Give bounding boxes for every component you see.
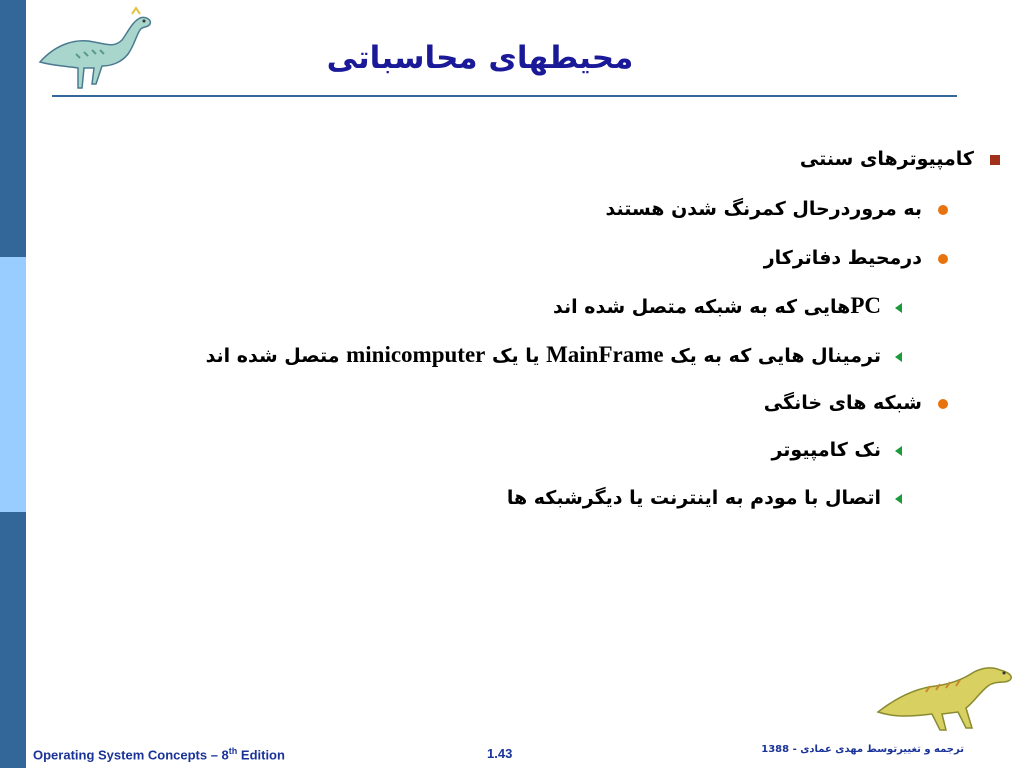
footer-edition-text: Edition — [237, 747, 285, 763]
triangle-bullet-icon — [895, 446, 902, 456]
bullet-text: به مروردرحال کمرنگ شدن هستند — [605, 198, 922, 220]
footer-book-title — [33, 746, 285, 762]
bullet-text: شبکه های خانگی — [763, 392, 922, 414]
bullet-item — [771, 439, 902, 461]
left-sidebar-bar — [0, 0, 26, 768]
footer-edition-sup: th — [228, 746, 238, 756]
bullet-item — [764, 392, 948, 414]
bullet-item — [206, 342, 902, 368]
bullet-text-part: متصل شده اند — [205, 345, 347, 367]
bullet-term: PC — [850, 293, 881, 318]
bullet-term: minicomputer — [346, 342, 486, 367]
dinosaur-icon — [36, 4, 154, 98]
title-divider — [52, 95, 957, 97]
bullet-text-part: هایی که به شبکه متصل شده اند — [553, 296, 851, 318]
slide-title: محیطهای محاسباتی — [326, 40, 634, 76]
bullet-text: کامپیوترهای سنتی — [799, 148, 974, 170]
bullet-text: نک کامپیوتر — [771, 439, 881, 461]
bullet-item — [553, 293, 902, 319]
triangle-bullet-icon — [895, 352, 902, 362]
dinosaur-icon — [876, 662, 1016, 736]
bullet-term: MainFrame — [546, 342, 664, 367]
bullet-item — [605, 198, 948, 220]
square-bullet-icon — [990, 155, 1000, 165]
page-number: 1.43 — [487, 746, 513, 761]
bullet-text-part: ترمینال هایی که به یک — [663, 345, 881, 367]
bullet-text: درمحیط دفاترکار — [763, 247, 922, 269]
bullet-text — [553, 293, 881, 318]
triangle-bullet-icon — [895, 303, 902, 313]
footer-translator: ترجمه و تغییرتوسط مهدی عمادی - 1388 — [761, 744, 964, 755]
bullet-item — [800, 148, 1000, 170]
bullet-item — [507, 487, 902, 509]
bullet-text: اتصال با مودم به اینترنت یا دیگرشبکه ها — [506, 487, 881, 509]
bullet-text — [205, 342, 881, 367]
bullet-text-part: یا یک — [485, 345, 547, 367]
bullet-item — [764, 247, 948, 269]
sidebar-highlight — [0, 257, 26, 512]
triangle-bullet-icon — [895, 494, 902, 504]
dot-bullet-icon — [938, 254, 948, 264]
dot-bullet-icon — [938, 399, 948, 409]
dot-bullet-icon — [938, 205, 948, 215]
footer-book-title-text: Operating System Concepts – 8 — [33, 747, 229, 763]
